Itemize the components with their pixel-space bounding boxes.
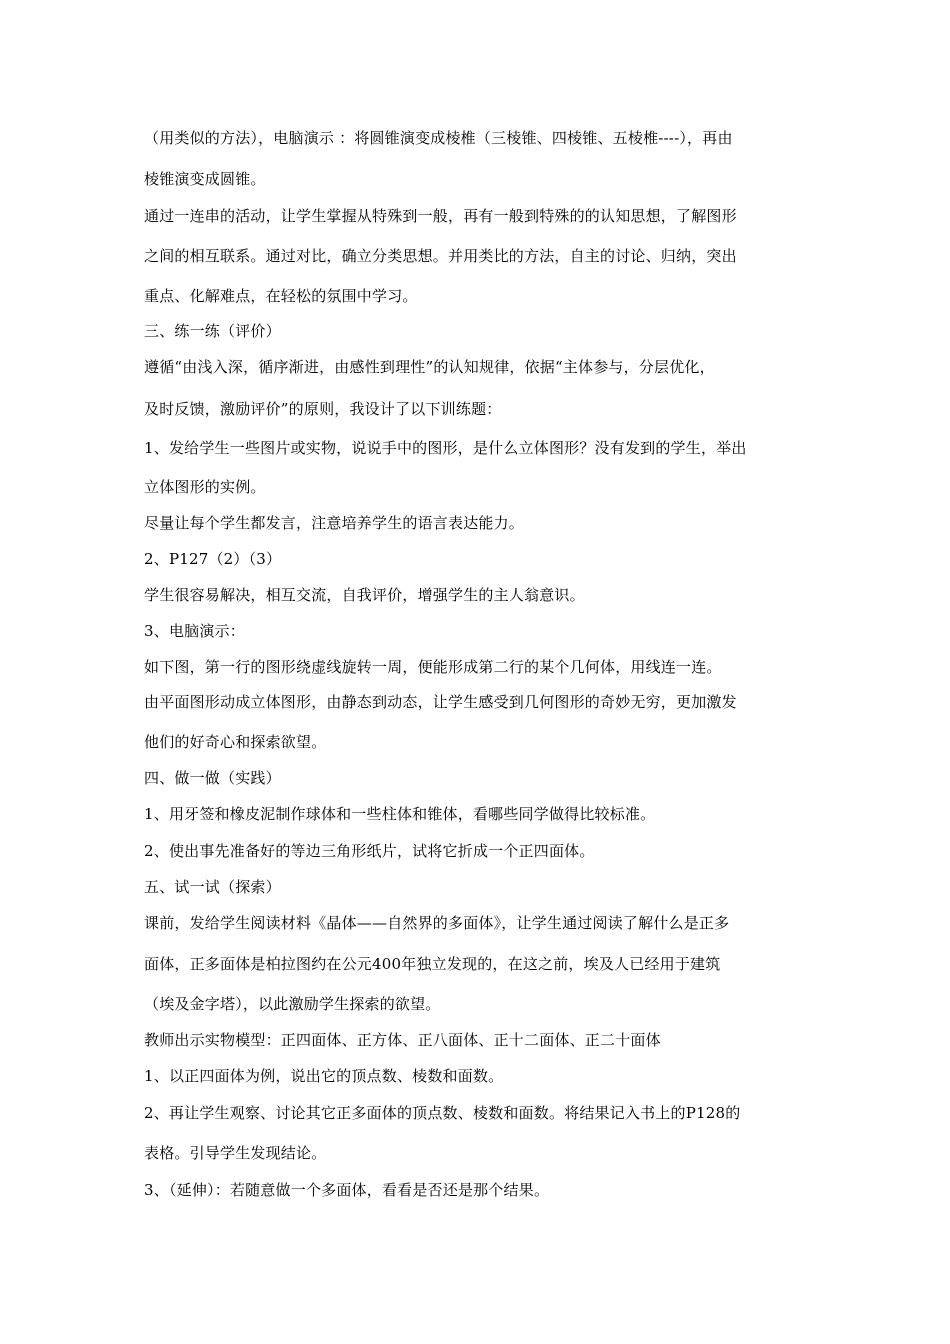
- text-line: 1、以正四面体为例，说出它的顶点数、棱数和面数。: [144, 1067, 504, 1085]
- text-line: 他们的好奇心和探索欲望。: [144, 733, 327, 751]
- text-line: 面体，正多面体是柏拉图约在公元400年独立发现的，在这之前，埃及人已经用于建筑: [144, 955, 721, 973]
- text-line: 如下图，第一行的图形绕虚线旋转一周，便能形成第二行的某个几何体，用线连一连。: [144, 658, 722, 676]
- text-line: （用类似的方法），电脑演示 ：将圆锥演变成棱椎（三棱锥、四棱锥、五棱椎----），再由: [144, 129, 733, 147]
- text-line: 之间的相互联系。通过对比，确立分类思想。并用类比的方法，自主的讨论、归纳，突出: [144, 247, 737, 265]
- text-line: 教师出示实物模型：正四面体、正方体、正八面体、正十二面体、正二十面体: [144, 1031, 661, 1049]
- text-line: 2、P127（2）（3）: [144, 550, 282, 568]
- text-line: 学生很容易解决，相互交流，自我评价，增强学生的主人翁意识。: [144, 586, 585, 604]
- section-heading: 五、试一试（探索）: [144, 878, 281, 896]
- text-line: 重点、化解难点，在轻松的氛围中学习。: [144, 287, 418, 305]
- text-line: 1、用牙签和橡皮泥制作球体和一些柱体和锥体，看哪些同学做得比较标准。: [144, 805, 656, 823]
- section-heading: 四、做一做（实践）: [144, 769, 281, 787]
- text-line: 2、使出事先准备好的等边三角形纸片，试将它折成一个正四面体。: [144, 842, 595, 860]
- text-line: 及时反馈，激励评价”的原则，我设计了以下训练题：: [144, 400, 502, 418]
- text-line: （埃及金字塔），以此激励学生探索的欲望。: [144, 995, 441, 1013]
- text-line: 表格。引导学生发现结论。: [144, 1144, 327, 1162]
- text-line: 3、（延伸）：若随意做一个多面体，看看是否还是那个结果。: [144, 1181, 550, 1199]
- text-line: 2、再让学生观察、讨论其它正多面体的顶点数、棱数和面数。将结果记入书上的P128的: [144, 1104, 741, 1122]
- text-line: 棱锥演变成圆锥。: [144, 170, 266, 188]
- text-line: 遵循“由浅入深，循序渐进，由感性到理性”的认知规律，依据“主体参与，分层优化，: [144, 358, 715, 376]
- text-line: 由平面图形动成立体图形，由静态到动态，让学生感受到几何图形的奇妙无穷，更加激发: [144, 693, 737, 711]
- text-line: 3、电脑演示：: [144, 622, 245, 640]
- text-line: 课前，发给学生阅读材料《晶体——自然界的多面体》，让学生通过阅读了解什么是正多: [144, 914, 730, 932]
- text-line: 通过一连串的活动，让学生掌握从特殊到一般，再有一般到特殊的的认知思想，了解图形: [144, 207, 737, 225]
- text-line: 尽量让每个学生都发言，注意培养学生的语言表达能力。: [144, 514, 525, 532]
- section-heading: 三、练一练（评价）: [144, 322, 281, 340]
- text-line: 立体图形的实例。: [144, 478, 266, 496]
- text-line: 1、发给学生一些图片或实物，说说手中的图形，是什么立体图形？没有发到的学生，举出: [144, 439, 747, 457]
